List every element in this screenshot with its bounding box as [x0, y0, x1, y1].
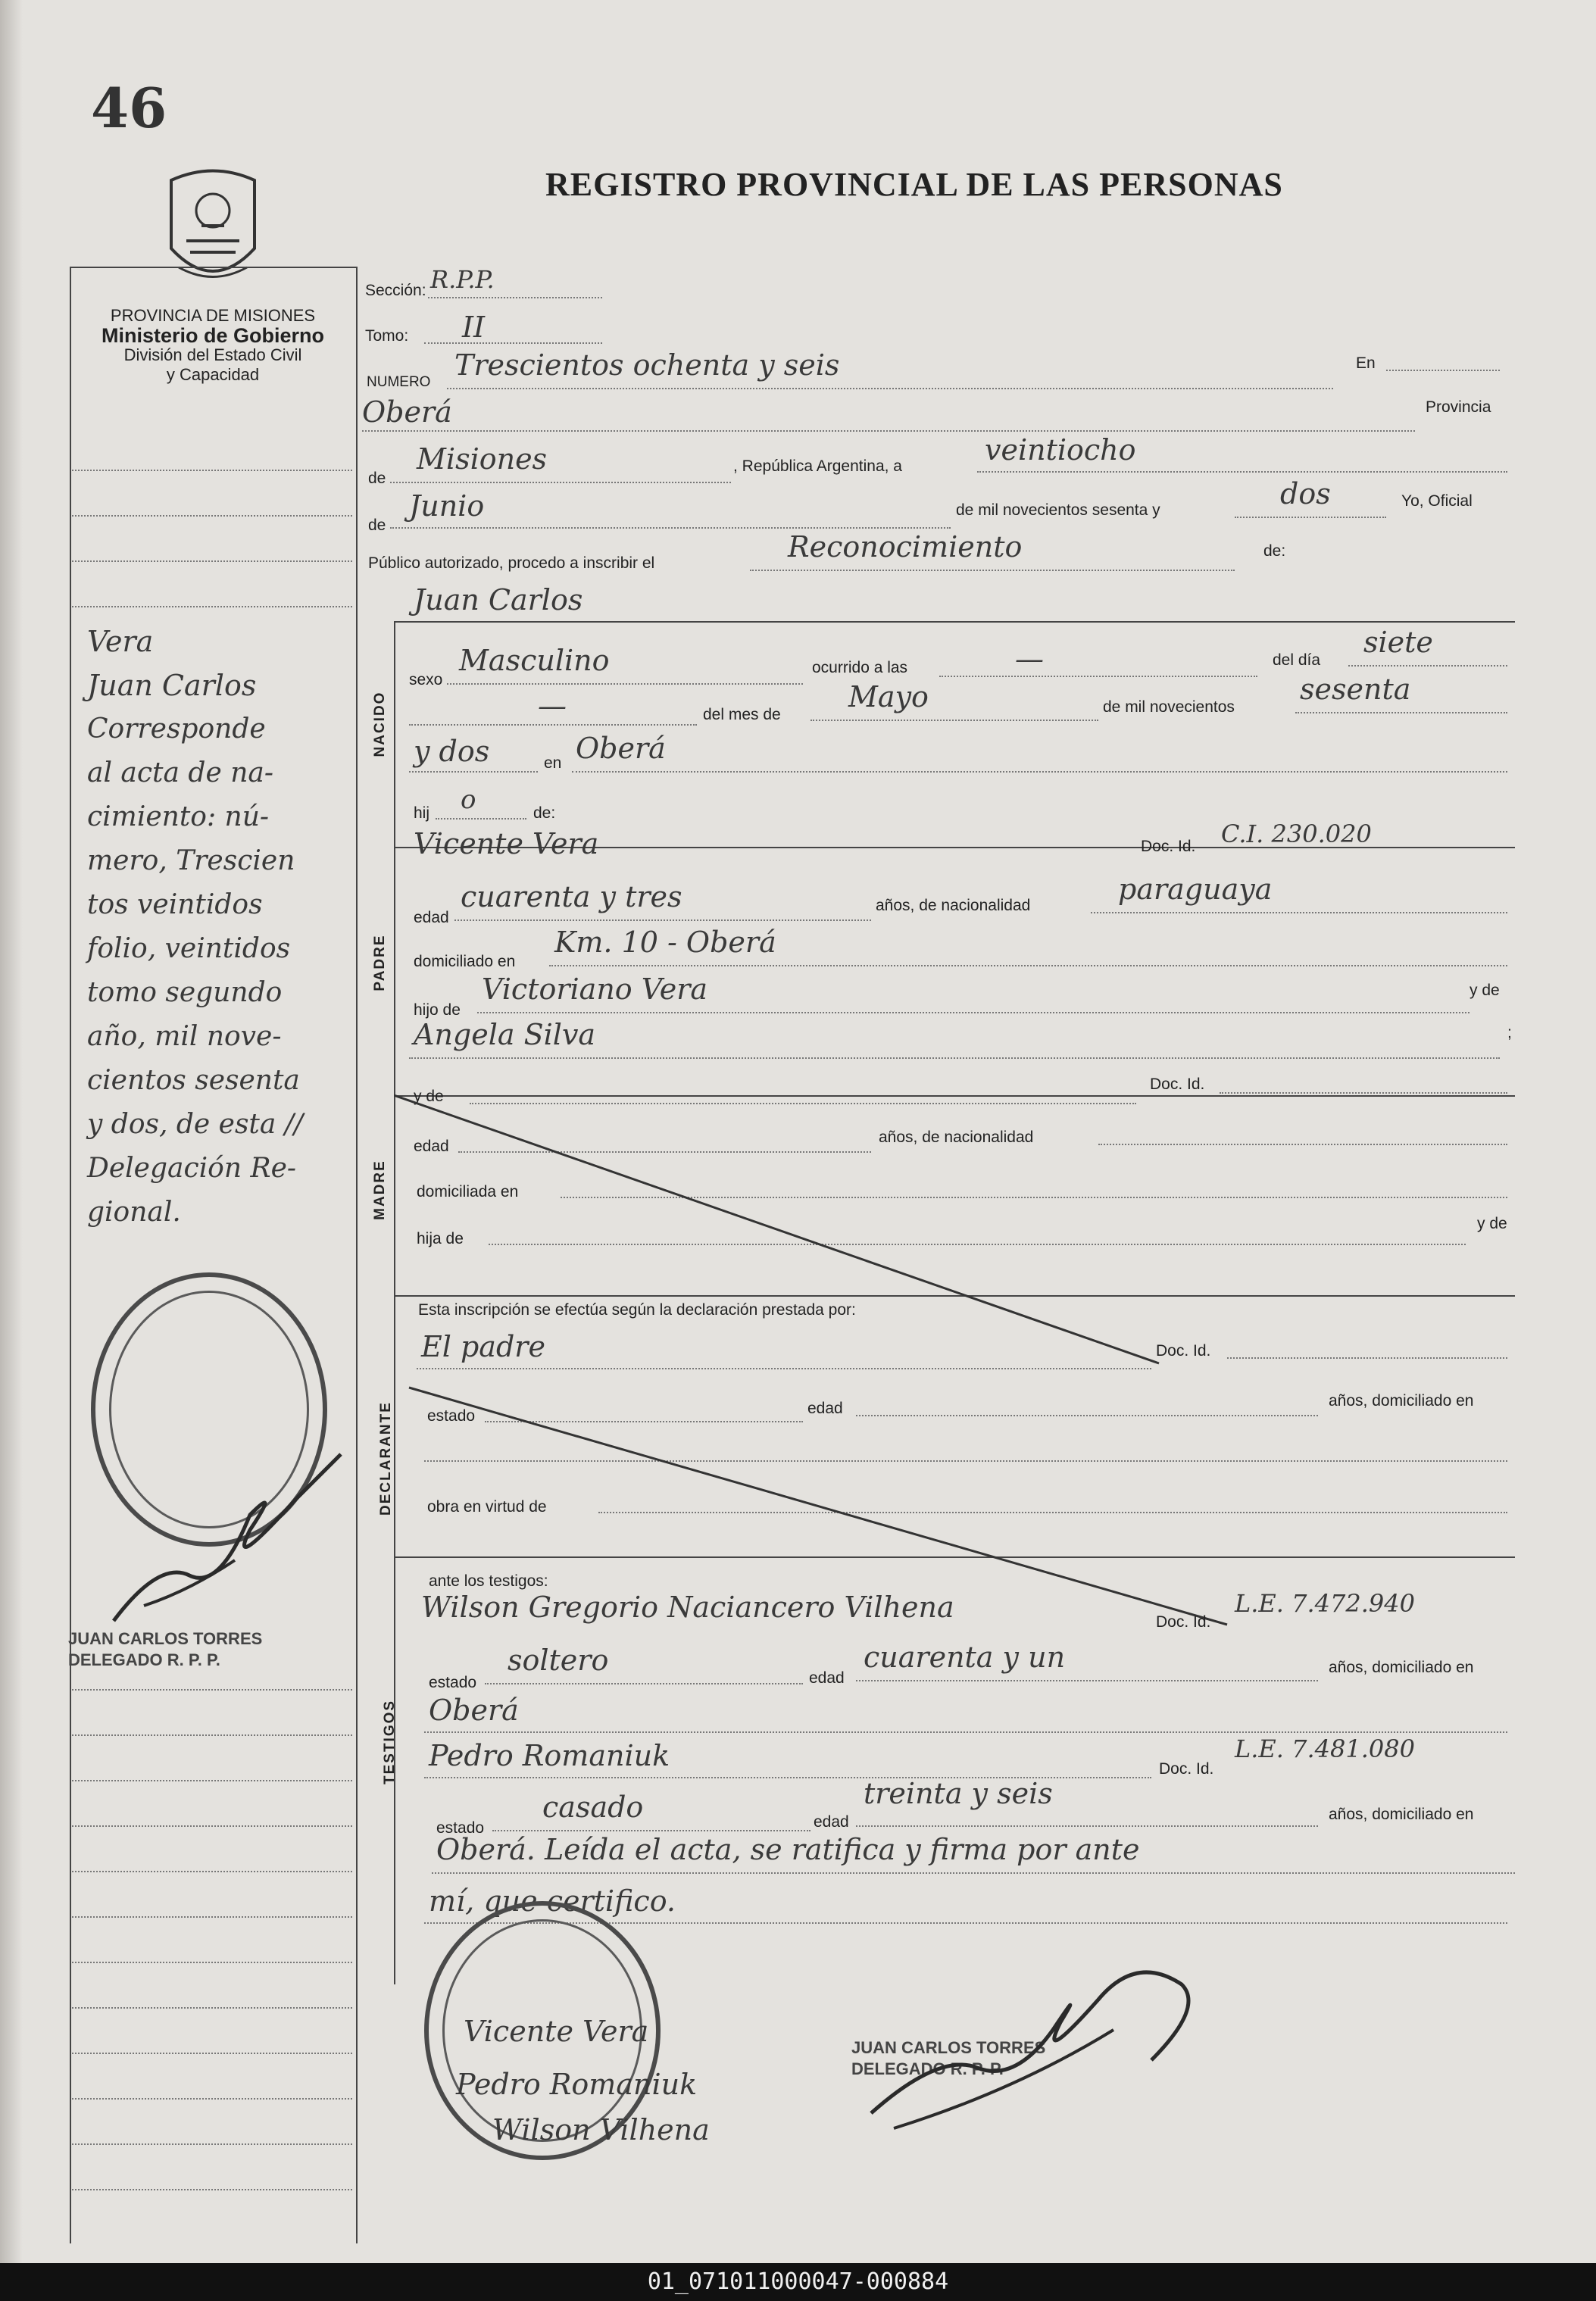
- testigo1-doc-label: Doc. Id.: [1156, 1613, 1211, 1631]
- dia-nacido-value: siete: [1363, 626, 1433, 659]
- province-name: PROVINCIA DE MISIONES: [110, 306, 316, 325]
- madre-y-de-label-2: y de: [1477, 1215, 1507, 1232]
- declarante-obra-label: obra en virtud de: [427, 1498, 547, 1516]
- marginal-line: Delegación Re-: [87, 1153, 297, 1184]
- left-border: [70, 267, 71, 2243]
- provincia-value: Misiones: [417, 442, 548, 476]
- padre-edad-value: cuarenta y tres: [461, 880, 682, 913]
- provincia-label: Provincia: [1426, 398, 1491, 416]
- marginal-line: al acta de na-: [87, 757, 274, 788]
- mes-value: Junio: [409, 489, 485, 523]
- column-divider: [356, 267, 358, 2243]
- division-name-2: y Capacidad: [166, 365, 260, 384]
- tomo-label: Tomo:: [365, 327, 409, 345]
- testigo1-estado-label: estado: [429, 1674, 477, 1691]
- padre-domicilio-label: domiciliado en: [414, 953, 516, 970]
- padre-hijo-de-label: hijo de: [414, 1001, 461, 1019]
- marginal-line: mero, Trescien: [87, 845, 295, 876]
- section-padre: PADRE: [372, 934, 388, 991]
- anio-nacido-value-2: y dos: [414, 735, 490, 768]
- page-number: 46: [91, 76, 167, 140]
- marginal-line: folio, veintidos: [87, 933, 291, 964]
- anio-value: dos: [1280, 477, 1331, 510]
- mil-label: de mil novecientos: [1103, 698, 1235, 716]
- marginal-line: y dos, de esta //: [87, 1109, 304, 1140]
- testigo1-domicilio-label: años, domiciliado en: [1329, 1659, 1474, 1676]
- testigo1-edad-label: edad: [809, 1669, 845, 1687]
- marginal-line: tos veintidos: [87, 889, 263, 920]
- hijo-value: o: [461, 785, 476, 815]
- testigo2-doc-label: Doc. Id.: [1159, 1760, 1214, 1778]
- testigo2-doc: L.E. 7.481.080: [1235, 1734, 1415, 1763]
- de-label: de: [368, 470, 386, 487]
- section-madre: MADRE: [372, 1160, 388, 1220]
- inscribir-label: Público autorizado, procedo a inscribir el: [368, 554, 655, 572]
- coat-of-arms-icon: [156, 165, 270, 294]
- padre-nac-value: paraguaya: [1118, 873, 1273, 906]
- madre-domicilio-label: domiciliada en: [417, 1183, 519, 1200]
- lugar-nacido-value: Oberá: [576, 732, 666, 765]
- declarante-domicilio-label: años, domiciliado en: [1329, 1392, 1474, 1410]
- padre-nac-label: años, de nacionalidad: [876, 897, 1031, 914]
- official-stamp-left: JUAN CARLOS TORRES DELEGADO R. P. P.: [68, 1629, 263, 1669]
- testigo1-doc: L.E. 7.472.940: [1235, 1589, 1415, 1618]
- oficial-label: Yo, Oficial: [1401, 492, 1473, 510]
- dash-value: —: [538, 689, 567, 723]
- image-id-footer: 01_071011000047-000884: [0, 2263, 1596, 2301]
- de-colon-label: de:: [1263, 542, 1286, 560]
- padre-semicolon: ;: [1507, 1024, 1512, 1041]
- seccion-value: R.P.P.: [430, 265, 495, 294]
- marginal-line: gional.: [87, 1197, 181, 1228]
- testigo2-domicilio-label: años, domiciliado en: [1329, 1806, 1474, 1823]
- madre-nac-label: años, de nacionalidad: [879, 1129, 1034, 1146]
- testigo1-domicilio: Oberá: [429, 1694, 519, 1727]
- padre-edad-label: edad: [414, 909, 449, 926]
- padre-madre-de-value: Angela Silva: [414, 1018, 596, 1051]
- authority-header: [73, 306, 353, 385]
- anio-nacido-value: sesenta: [1300, 673, 1411, 706]
- nacido-nombre: Juan Carlos: [414, 583, 583, 617]
- padre-padre-de-value: Victoriano Vera: [482, 973, 708, 1006]
- madre-edad-label: edad: [414, 1138, 449, 1155]
- testigo2-edad-label: edad: [814, 1813, 849, 1831]
- anio-label: de mil novecientos sesenta y: [956, 501, 1160, 519]
- sexo-label: sexo: [409, 671, 443, 688]
- official-stamp-bottom: JUAN CARLOS TORRES DELEGADO R. P. P.: [851, 2038, 1046, 2078]
- registry-title: REGISTRO PROVINCIAL DE LAS PERSONAS: [545, 166, 1283, 203]
- en-label: En: [1356, 354, 1376, 372]
- marginal-line: cientos sesenta: [87, 1065, 300, 1096]
- marginal-line: cimiento: nú-: [87, 801, 270, 832]
- republica-label: , República Argentina, a: [733, 457, 902, 475]
- del-mes-label: del mes de: [703, 706, 781, 723]
- padre-domicilio-value: Km. 10 - Oberá: [554, 926, 776, 959]
- padre-doc-value: C.I. 230.020: [1221, 820, 1372, 848]
- hora-value: —: [1015, 642, 1044, 676]
- numero-value: Trescientos ochenta y seis: [454, 348, 840, 382]
- testigo1-edad: cuarenta y un: [864, 1641, 1066, 1674]
- cancel-lines: [394, 0, 1523, 1666]
- official-signature-icon: [864, 1939, 1212, 2136]
- mes-nacido-value: Mayo: [848, 680, 929, 713]
- marginal-line: Corresponde: [87, 713, 266, 745]
- testigo2-nombre: Pedro Romaniuk: [429, 1739, 670, 1772]
- section-declarante: DECLARANTE: [378, 1401, 394, 1516]
- madre-hija-label: hija de: [417, 1230, 464, 1247]
- top-border: [70, 267, 356, 268]
- division-name: División del Estado Civil: [123, 345, 302, 364]
- acto-value: Reconocimiento: [788, 530, 1023, 564]
- section-testigos: TESTIGOS: [382, 1699, 398, 1784]
- ministry-name: Ministerio de Gobierno: [101, 324, 325, 347]
- signature-2: Pedro Romaniuk: [456, 2068, 698, 2101]
- place-value: Oberá: [362, 395, 452, 429]
- testigo1-nombre: Wilson Gregorio Naciancero Vilhena: [421, 1591, 954, 1624]
- testigos-intro: ante los testigos:: [429, 1572, 548, 1590]
- de-label-2: de: [368, 517, 386, 534]
- marginal-line: Vera: [87, 625, 154, 658]
- tomo-value: II: [462, 311, 486, 344]
- hijo-label: hij: [414, 804, 430, 822]
- padre-doc-label: Doc. Id.: [1141, 838, 1196, 855]
- signature-1: Vicente Vera: [464, 2015, 649, 2048]
- en-label-nacido: en: [544, 754, 562, 772]
- de-label-nacido: de:: [533, 804, 556, 822]
- marginal-line: año, mil nove-: [87, 1021, 282, 1052]
- padre-nombre: Vicente Vera: [414, 827, 599, 860]
- closing-line-1: Oberá. Leída el acta, se ratifica y firma por ante: [436, 1833, 1140, 1866]
- section-nacido: NACIDO: [372, 691, 388, 757]
- testigo2-estado-label: estado: [436, 1819, 485, 1837]
- testigo1-estado: soltero: [508, 1644, 609, 1677]
- testigo2-edad: treinta y seis: [864, 1777, 1053, 1810]
- marginal-line: Juan Carlos: [87, 669, 257, 702]
- dia-value: veintiocho: [985, 433, 1136, 467]
- marginal-line: tomo segundo: [87, 977, 283, 1008]
- ocurrido-label: ocurrido a las: [812, 659, 908, 676]
- padre-y-de-label: y de: [1470, 982, 1500, 999]
- marginal-note: [87, 620, 360, 1235]
- numero-label: NUMERO: [367, 374, 431, 390]
- signature-3: Wilson Vilhena: [492, 2113, 710, 2146]
- declarante-doc-label: Doc. Id.: [1156, 1342, 1211, 1360]
- declarante-nombre: El padre: [421, 1330, 545, 1363]
- closing-line-2: mí, que certifico.: [429, 1884, 676, 1918]
- declarante-intro: Esta inscripción se efectúa según la declaración prestada por:: [418, 1301, 856, 1319]
- testigo2-estado: casado: [542, 1791, 644, 1824]
- seccion-label: Sección:: [365, 282, 426, 299]
- signature-left-icon: [98, 1409, 356, 1636]
- sexo-value: Masculino: [459, 644, 610, 677]
- del-dia-label: del día: [1273, 651, 1321, 669]
- madre-y-de-label: y de: [414, 1088, 444, 1105]
- declarante-edad-label: edad: [807, 1400, 843, 1417]
- madre-doc-label: Doc. Id.: [1150, 1076, 1205, 1093]
- declarante-estado-label: estado: [427, 1407, 476, 1425]
